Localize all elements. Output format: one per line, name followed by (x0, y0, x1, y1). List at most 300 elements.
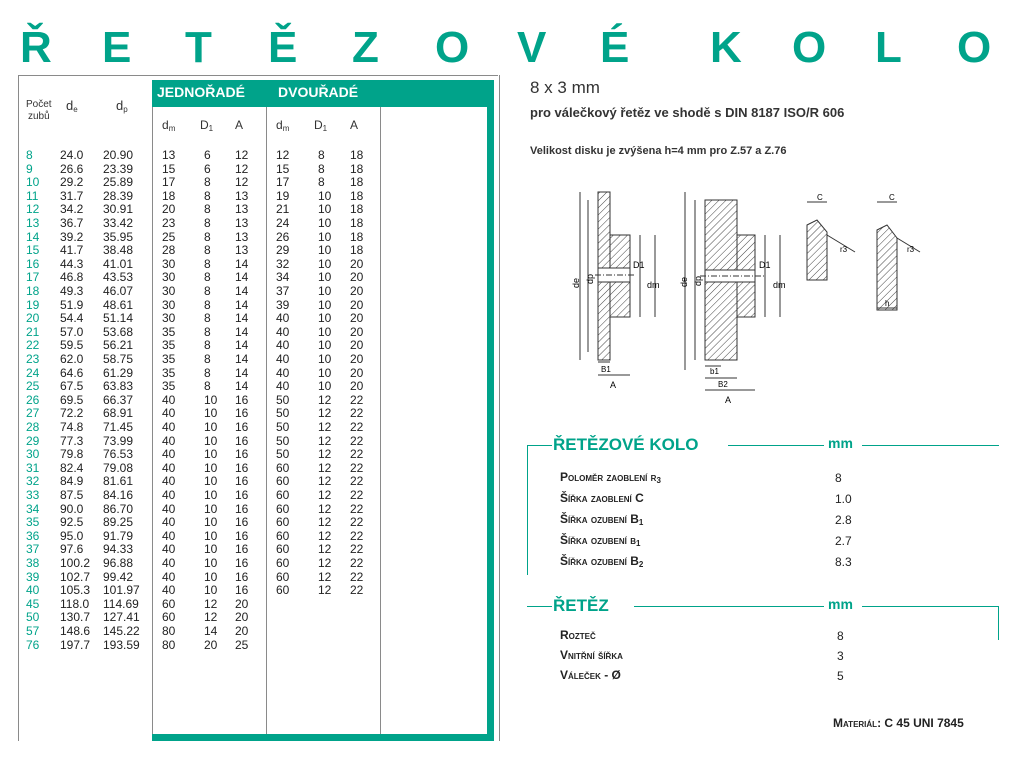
title-letter: K (710, 23, 742, 72)
table-cell: 76.53 (103, 447, 134, 462)
tooth-detail-1 (807, 202, 855, 280)
table-cell: 14 (235, 324, 249, 339)
column-divider (380, 107, 381, 734)
table-cell: 8 (204, 270, 211, 285)
table-cell: 10 (318, 311, 332, 326)
table-cell: 40 (162, 569, 176, 584)
table-cell: 20 (350, 365, 364, 380)
table-cell: 29 (26, 433, 40, 448)
label-d1: D1 (633, 260, 645, 270)
table-cell: 16 (235, 420, 249, 434)
table-cell: 50 (276, 433, 290, 448)
table-cell: 27 (26, 406, 40, 421)
table-cell: 17 (276, 175, 290, 190)
table-cell: 95.0 (60, 528, 84, 543)
table-cell: 73.99 (103, 433, 134, 448)
table-cell: 197.7 (60, 637, 91, 652)
table-cell: 22 (350, 528, 364, 543)
chain-section-title: ŘETĚZ (553, 596, 609, 615)
chain-unit: mm (828, 596, 853, 612)
table-cell: 66.37 (103, 392, 134, 407)
table-cell: 37 (26, 542, 40, 557)
table-cell: 40 (276, 311, 290, 326)
table-cell: 38.48 (103, 243, 134, 258)
table-cell: 79.08 (103, 460, 134, 475)
table-cell: 8 (204, 216, 211, 230)
table-cell: 10 (204, 542, 218, 557)
table-cell: 63.83 (103, 379, 134, 394)
table-cell: 40 (276, 379, 290, 394)
table-cell: 99.42 (103, 569, 134, 584)
sprocket-param-label (560, 470, 661, 485)
table-cell: 35 (162, 365, 176, 380)
table-cell: 12 (318, 420, 332, 434)
table-cell: 40 (162, 583, 176, 598)
size-label: 8 x 3 mm (530, 78, 600, 97)
table-cell: 14 (26, 229, 40, 244)
table-cell: 40 (162, 556, 176, 570)
table-cell: 28 (26, 420, 40, 434)
table-right-bar (487, 80, 494, 740)
table-cell: 101.97 (103, 583, 140, 598)
table-cell: 57 (26, 624, 40, 638)
chain-param-label: Vnitřní šířka (560, 648, 623, 662)
sprocket-param-subscript: 3 (656, 476, 661, 485)
table-cell: 12 (318, 474, 332, 489)
table-cell: 28 (162, 243, 176, 258)
table-cell: 35 (26, 515, 40, 530)
table-cell: 13 (235, 216, 249, 230)
table-cell: 16 (235, 542, 249, 557)
table-cell: 21 (276, 202, 290, 217)
table-cell: 40 (162, 474, 176, 489)
table-cell: 20 (350, 284, 364, 298)
table-cell: 16 (235, 406, 249, 421)
table-cell: 60 (276, 542, 290, 557)
table-cell: 14 (235, 270, 249, 285)
table-cell: 48.61 (103, 297, 134, 312)
table-cell: 40 (162, 460, 176, 475)
table-cell: 14 (235, 338, 249, 353)
table-cell: 22 (350, 583, 364, 598)
table-cell: 16 (235, 460, 249, 475)
table-cell: 8 (204, 379, 211, 394)
sprocket-param-value: 8 (835, 471, 842, 485)
table-cell: 35 (162, 338, 176, 353)
table-cell: 96.88 (103, 556, 134, 570)
sprocket-param-value: 2.8 (835, 513, 852, 527)
table-cell: 10 (318, 202, 332, 217)
table-cell: 127.41 (103, 610, 140, 625)
sprocket-param-value: 8.3 (835, 555, 852, 569)
table-cell: 39 (26, 569, 40, 584)
table-cell: 10 (204, 433, 218, 448)
table-cell: 59.5 (60, 338, 84, 353)
table-cell: 30 (162, 311, 176, 326)
table-cell: 12 (318, 569, 332, 584)
table-cell: 10 (318, 324, 332, 339)
table-cell: 40 (26, 583, 40, 598)
table-cell: 20 (350, 338, 364, 353)
col-pocet-line2: zubů (28, 111, 50, 122)
table-cell: 20 (26, 311, 40, 326)
table-cell: 12 (318, 488, 332, 502)
chain-param-label: Rozteč (560, 628, 596, 642)
sprocket-line-left (527, 445, 552, 446)
table-cell: 26 (276, 229, 290, 244)
table-cell: 40 (162, 406, 176, 421)
sprocket-param-text: Šířka ozubení B (560, 512, 639, 526)
table-cell: 72.2 (60, 406, 84, 421)
table-cell: 12 (204, 610, 218, 625)
table-cell: 36.7 (60, 216, 84, 230)
table-cell: 79.8 (60, 447, 84, 462)
table-cell: 37 (276, 284, 290, 298)
table-cell: 21 (26, 324, 40, 339)
table-cell: 16 (235, 488, 249, 502)
sprocket-param-text: Šířka zaoblení C (560, 491, 644, 505)
table-cell: 16 (235, 583, 249, 598)
label-h: h (885, 299, 890, 308)
table-cell: 100.2 (60, 556, 91, 570)
label-b2: B2 (718, 380, 728, 389)
table-cell: 40 (276, 324, 290, 339)
table-cell: 20 (350, 352, 364, 366)
table-cell: 22 (350, 447, 364, 462)
table-cell: 6 (204, 161, 211, 176)
sprocket-param-label (560, 533, 640, 548)
table-cell: 35 (162, 352, 176, 366)
table-cell: 40 (162, 447, 176, 462)
table-cell: 13 (235, 188, 249, 203)
table-cell: 50 (276, 392, 290, 407)
table-cell: 30 (162, 256, 176, 271)
table-cell: 11 (26, 188, 39, 203)
table-cell: 13 (235, 229, 249, 244)
table-cell: 12 (318, 447, 332, 462)
title-letter: O (435, 23, 470, 72)
table-cell: 118.0 (60, 596, 90, 611)
table-cell: 24 (276, 216, 290, 230)
title-letter: É (600, 23, 630, 72)
table-cell: 40 (162, 433, 176, 448)
table-cell: 12 (318, 583, 332, 598)
table-cell: 8 (26, 148, 33, 162)
table-cell: 17 (26, 270, 40, 285)
table-cell: 26.6 (60, 161, 84, 176)
table-cell: 40 (162, 392, 176, 407)
label-c-2: C (889, 193, 895, 202)
table-cell: 12 (318, 515, 332, 530)
sprocket-line-right (862, 445, 999, 446)
table-cell: 10 (204, 460, 218, 475)
table-cell: 10 (318, 297, 332, 312)
table-cell: 77.3 (60, 433, 84, 448)
label-dm: dm (647, 280, 660, 290)
chain-line-mid (634, 606, 824, 607)
table-cell: 8 (204, 202, 211, 217)
table-cell: 84.16 (103, 488, 134, 502)
table-cell: 8 (204, 311, 211, 326)
table-cell: 36 (26, 528, 40, 543)
table-cell: 130.7 (60, 610, 91, 625)
table-top-line (18, 75, 498, 76)
table-cell: 22 (26, 338, 40, 353)
table-cell: 58.75 (103, 352, 134, 366)
table-cell: 8 (204, 188, 211, 203)
table-cell: 90.0 (60, 501, 84, 516)
table-cell: 12 (318, 556, 332, 570)
table-cell: 53.68 (103, 324, 134, 339)
table-cell: 20 (235, 596, 249, 611)
table-cell: 12 (235, 148, 249, 162)
table-cell: 61.29 (103, 365, 134, 380)
table-cell: 20.90 (103, 148, 134, 162)
sprocket-param-text: Šířka ozubení B (560, 554, 639, 568)
sprocket-param-subscript: 1 (636, 539, 641, 548)
sprocket-unit: mm (828, 435, 853, 451)
chain-line-left (527, 606, 552, 607)
col-pocet-header (26, 99, 52, 123)
table-cell: 23 (26, 352, 40, 366)
col-dp-header: $d_p$ (116, 98, 128, 114)
table-cell: 34 (276, 270, 290, 285)
table-cell: 33 (26, 488, 40, 502)
label-b1-small: b1 (710, 367, 719, 376)
table-cell: 40 (162, 542, 176, 557)
table-cell: 12 (318, 392, 332, 407)
table-cell: 10 (204, 392, 218, 407)
table-cell: 14 (235, 352, 249, 366)
label-de: de (571, 277, 581, 288)
table-bottom-bar (152, 734, 494, 741)
double-sprocket-section (685, 192, 780, 390)
table-cell: 13 (235, 202, 249, 217)
table-cell: 22 (350, 392, 364, 407)
table-cell: 9 (26, 161, 33, 176)
table-cell: 22 (350, 474, 364, 489)
table-cell: 71.45 (103, 420, 134, 434)
title-letter: T (185, 23, 212, 72)
table-cell: 60 (276, 515, 290, 530)
size-note: Velikost disku je zvýšena h=4 mm pro Z.57 a Z.76 (530, 145, 787, 157)
table-cell: 20 (350, 256, 364, 271)
table-cell: 51.14 (103, 311, 134, 326)
table-cell: 12 (318, 501, 332, 516)
table-cell: 30 (26, 447, 40, 462)
table-cell: 10 (318, 216, 332, 230)
table-cell: 22 (350, 433, 364, 448)
table-cell: 13 (235, 243, 249, 258)
title-letter: O (792, 23, 827, 72)
table-cell: 30 (162, 270, 176, 285)
table-cell: 25 (26, 379, 40, 394)
table-cell: 30.91 (103, 202, 134, 217)
table-cell: 16 (235, 569, 249, 584)
table-cell: 89.25 (103, 515, 134, 530)
table-cell: 24.0 (60, 148, 84, 162)
table-cell: 18 (26, 284, 40, 298)
sprocket-param-label (560, 554, 643, 569)
table-cell: 20 (350, 297, 364, 312)
table-cell: 38 (26, 556, 40, 570)
table-cell: 10 (204, 406, 218, 421)
table-cell: 18 (350, 202, 364, 217)
chain-line-right (862, 606, 999, 607)
table-cell: 15 (162, 161, 176, 176)
table-cell: 15 (26, 243, 40, 258)
title-letter: Ě (268, 23, 298, 72)
label-r3-2: r3 (907, 245, 915, 254)
table-cell: 20 (350, 270, 364, 285)
table-cell: 33.42 (103, 216, 134, 230)
table-cell: 8 (204, 175, 211, 190)
table-cell: 12 (204, 596, 218, 611)
sprocket-param-subscript: 1 (638, 518, 644, 527)
table-cell: 60 (276, 460, 290, 475)
col-a2-header: A (350, 118, 359, 132)
table-cell: 8 (318, 161, 325, 176)
column-divider (266, 107, 267, 734)
table-cell: 30 (162, 284, 176, 298)
table-cell: 10 (204, 569, 218, 584)
table-cell: 8 (204, 365, 211, 380)
table-cell: 74.8 (60, 420, 84, 434)
label-b1: B1 (601, 365, 611, 374)
table-cell: 35.95 (103, 229, 134, 244)
table-cell: 105.3 (60, 583, 91, 598)
table-cell: 29 (276, 243, 290, 258)
table-cell: 8 (318, 148, 325, 162)
table-cell: 50 (26, 610, 40, 625)
label-dm-2: dm (773, 280, 786, 290)
table-cell: 30 (162, 297, 176, 312)
title-letter: Z (352, 23, 379, 72)
table-cell: 10 (204, 583, 218, 598)
table-cell: 26 (26, 392, 40, 407)
group-double-label: DVOUŘADÉ (278, 84, 359, 100)
label-dp-2: dp (693, 275, 703, 286)
sprocket-param-text: Šířka ozubení b (560, 533, 637, 547)
table-cell: 13 (162, 148, 176, 162)
table-cell: 60 (276, 528, 290, 543)
table-cell: 18 (350, 229, 364, 244)
table-cell: 10 (204, 447, 218, 462)
table-cell: 43.53 (103, 270, 134, 285)
chain-param-value: 5 (837, 669, 844, 683)
table-cell: 56.21 (103, 338, 134, 353)
chain-line-vertical (998, 606, 999, 640)
table-cell: 68.91 (103, 406, 134, 421)
table-cell: 84.9 (60, 474, 84, 489)
table-cell: 22 (350, 488, 364, 502)
table-cell: 16 (235, 447, 249, 462)
table-cell: 12 (318, 406, 332, 421)
table-cell: 8 (204, 243, 211, 258)
table-cell: 16 (235, 528, 249, 543)
table-cell: 13 (26, 216, 40, 230)
table-cell: 8 (318, 175, 325, 190)
table-cell: 10 (318, 338, 332, 353)
col-dm2-header: $d_m$ (276, 118, 290, 133)
table-cell: 10 (26, 175, 40, 190)
table-cell: 60 (276, 474, 290, 489)
table-cell: 8 (204, 352, 211, 366)
table-cell: 6 (204, 148, 211, 162)
table-cell: 14 (235, 284, 249, 298)
table-cell: 60 (276, 488, 290, 502)
column-divider (152, 107, 153, 734)
label-a: A (610, 380, 617, 390)
label-de-2: de (679, 276, 689, 287)
table-cell: 32 (26, 474, 40, 489)
table-cell: 31.7 (60, 188, 84, 203)
table-cell: 20 (235, 624, 249, 638)
table-cell: 60 (162, 610, 176, 625)
table-cell: 41.01 (103, 256, 134, 271)
table-cell: 97.6 (60, 542, 84, 557)
col-pocet-line1: Počet (26, 99, 52, 110)
sprocket-param-label (560, 491, 644, 505)
table-cell: 18 (350, 216, 364, 230)
label-c: C (817, 193, 823, 202)
table-cell: 16 (235, 501, 249, 516)
table-cell: 54.4 (60, 311, 84, 326)
table-cell: 23 (162, 216, 176, 230)
table-cell: 20 (204, 637, 218, 652)
table-cell: 8 (204, 284, 211, 298)
table-cell: 10 (204, 556, 218, 570)
sprocket-line-vertical (527, 445, 528, 575)
table-cell: 10 (318, 365, 332, 380)
chain-param-value: 8 (837, 629, 844, 643)
table-cell: 25.89 (103, 175, 134, 190)
table-cell: 86.70 (103, 501, 134, 516)
table-cell: 8 (204, 256, 211, 271)
col-de-header: $d_e$ (66, 98, 78, 114)
title-letter: Ř (20, 23, 52, 72)
table-cell: 31 (26, 460, 40, 475)
table-cell: 57.0 (60, 324, 84, 339)
table-cell: 10 (204, 515, 218, 530)
table-cell: 193.59 (103, 637, 140, 652)
table-cell: 20 (350, 324, 364, 339)
table-cell: 17 (162, 175, 176, 190)
col-a-header: A (235, 118, 244, 132)
table-cell: 14 (204, 624, 218, 638)
table-cell: 35 (162, 379, 176, 394)
table-cell: 10 (204, 501, 218, 516)
sprocket-param-value: 2.7 (835, 534, 852, 548)
table-cell: 145.22 (103, 624, 140, 638)
table-cell: 22 (350, 556, 364, 570)
table-cell: 14 (235, 297, 249, 312)
table-cell: 22 (350, 406, 364, 421)
title-letter: V (517, 23, 547, 72)
table-cell: 39.2 (60, 229, 84, 244)
table-cell: 60 (276, 583, 290, 598)
table-cell: 8 (204, 297, 211, 312)
table-cell: 10 (318, 352, 332, 366)
table-cell: 10 (318, 256, 332, 271)
table-cell: 8 (204, 338, 211, 353)
label-a-2: A (725, 395, 732, 405)
col-d12-header: $D_1$ (314, 118, 328, 133)
title-letter: E (102, 23, 132, 72)
table-cell: 32 (276, 256, 290, 271)
table-cell: 14 (235, 365, 249, 380)
table-cell: 18 (350, 148, 364, 162)
